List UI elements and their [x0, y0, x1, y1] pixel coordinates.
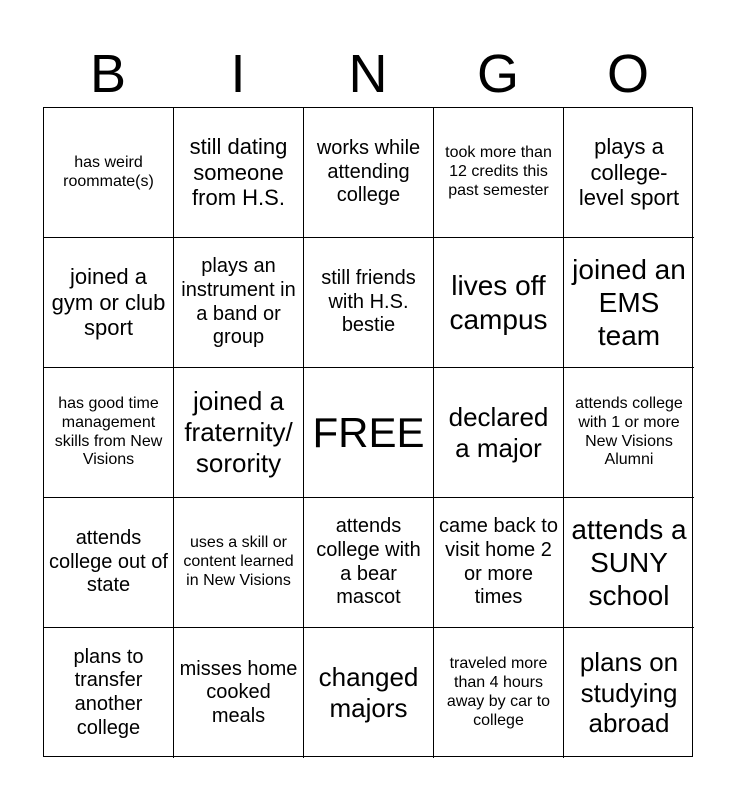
free-space-text: FREE	[312, 408, 425, 456]
cell-text: plans on studying abroad	[579, 646, 679, 739]
bingo-cell[interactable]	[564, 238, 694, 368]
bingo-cell[interactable]	[174, 108, 304, 238]
cell-text: plays a college-level sport	[578, 133, 680, 211]
bingo-cell[interactable]	[174, 628, 304, 758]
bingo-cell[interactable]	[44, 628, 174, 758]
cell-text: took more than 12 credits this past semester	[445, 144, 552, 199]
bingo-cell[interactable]	[564, 498, 694, 628]
bingo-cell[interactable]	[44, 498, 174, 628]
bingo-cell[interactable]	[434, 498, 564, 628]
cell-text: still friends with H.S. bestie	[321, 267, 416, 337]
cell-text: attends a SUNY school	[571, 513, 687, 612]
bingo-cell[interactable]	[434, 238, 564, 368]
bingo-cell[interactable]	[304, 108, 434, 238]
cell-text: declared a major	[448, 401, 549, 463]
cell-text: changed majors	[318, 662, 419, 723]
bingo-cell[interactable]	[304, 628, 434, 758]
bingo-cell[interactable]	[174, 368, 304, 498]
bingo-cell[interactable]	[434, 628, 564, 758]
cell-text: attends college out of state	[49, 527, 168, 597]
cell-text: plays an instrument in a band or group	[181, 255, 296, 349]
cell-text: joined a fraternity/ sorority	[184, 386, 293, 478]
header-letter-g: G	[476, 44, 519, 104]
bingo-cell[interactable]	[434, 368, 564, 498]
cell-text: has good time management skills from New Visions	[54, 394, 163, 469]
bingo-cell[interactable]	[44, 108, 174, 238]
bingo-grid	[43, 107, 693, 757]
bingo-cell[interactable]	[564, 368, 694, 498]
bingo-cell[interactable]	[44, 368, 174, 498]
bingo-cell[interactable]	[44, 238, 174, 368]
cell-text: attends college with 1 or more New Visions Alumni	[575, 394, 683, 469]
bingo-cell[interactable]	[174, 498, 304, 628]
bingo-cell[interactable]	[434, 108, 564, 238]
cell-text: traveled more than 4 hours away by car to college	[446, 655, 551, 729]
cell-text: joined a gym or club sport	[51, 263, 166, 341]
header-letter-n: N	[348, 44, 388, 104]
cell-text: lives off campus	[449, 270, 548, 335]
bingo-cell[interactable]	[564, 108, 694, 238]
cell-text: has weird roommate(s)	[63, 153, 154, 190]
header-letter-b: B	[89, 44, 127, 104]
bingo-cell[interactable]	[304, 498, 434, 628]
cell-text: still dating someone from H.S.	[189, 133, 288, 211]
cell-text: uses a skill or content learned in New Visions	[183, 534, 294, 589]
free-space[interactable]	[304, 368, 434, 498]
cell-text: works while attending college	[316, 137, 421, 207]
bingo-cell[interactable]	[564, 628, 694, 758]
cell-text: plans to transfer another college	[73, 645, 144, 739]
cell-text: joined an EMS team	[572, 253, 686, 352]
cell-text: came back to visit home 2 or more times	[439, 515, 558, 609]
header-letter-i: I	[230, 44, 246, 104]
bingo-cell[interactable]	[174, 238, 304, 368]
cell-text: attends college with a bear mascot	[316, 515, 421, 609]
cell-text: misses home cooked meals	[179, 657, 298, 727]
bingo-cell[interactable]	[304, 238, 434, 368]
bingo-header	[43, 40, 693, 108]
header-letter-o: O	[606, 44, 649, 104]
